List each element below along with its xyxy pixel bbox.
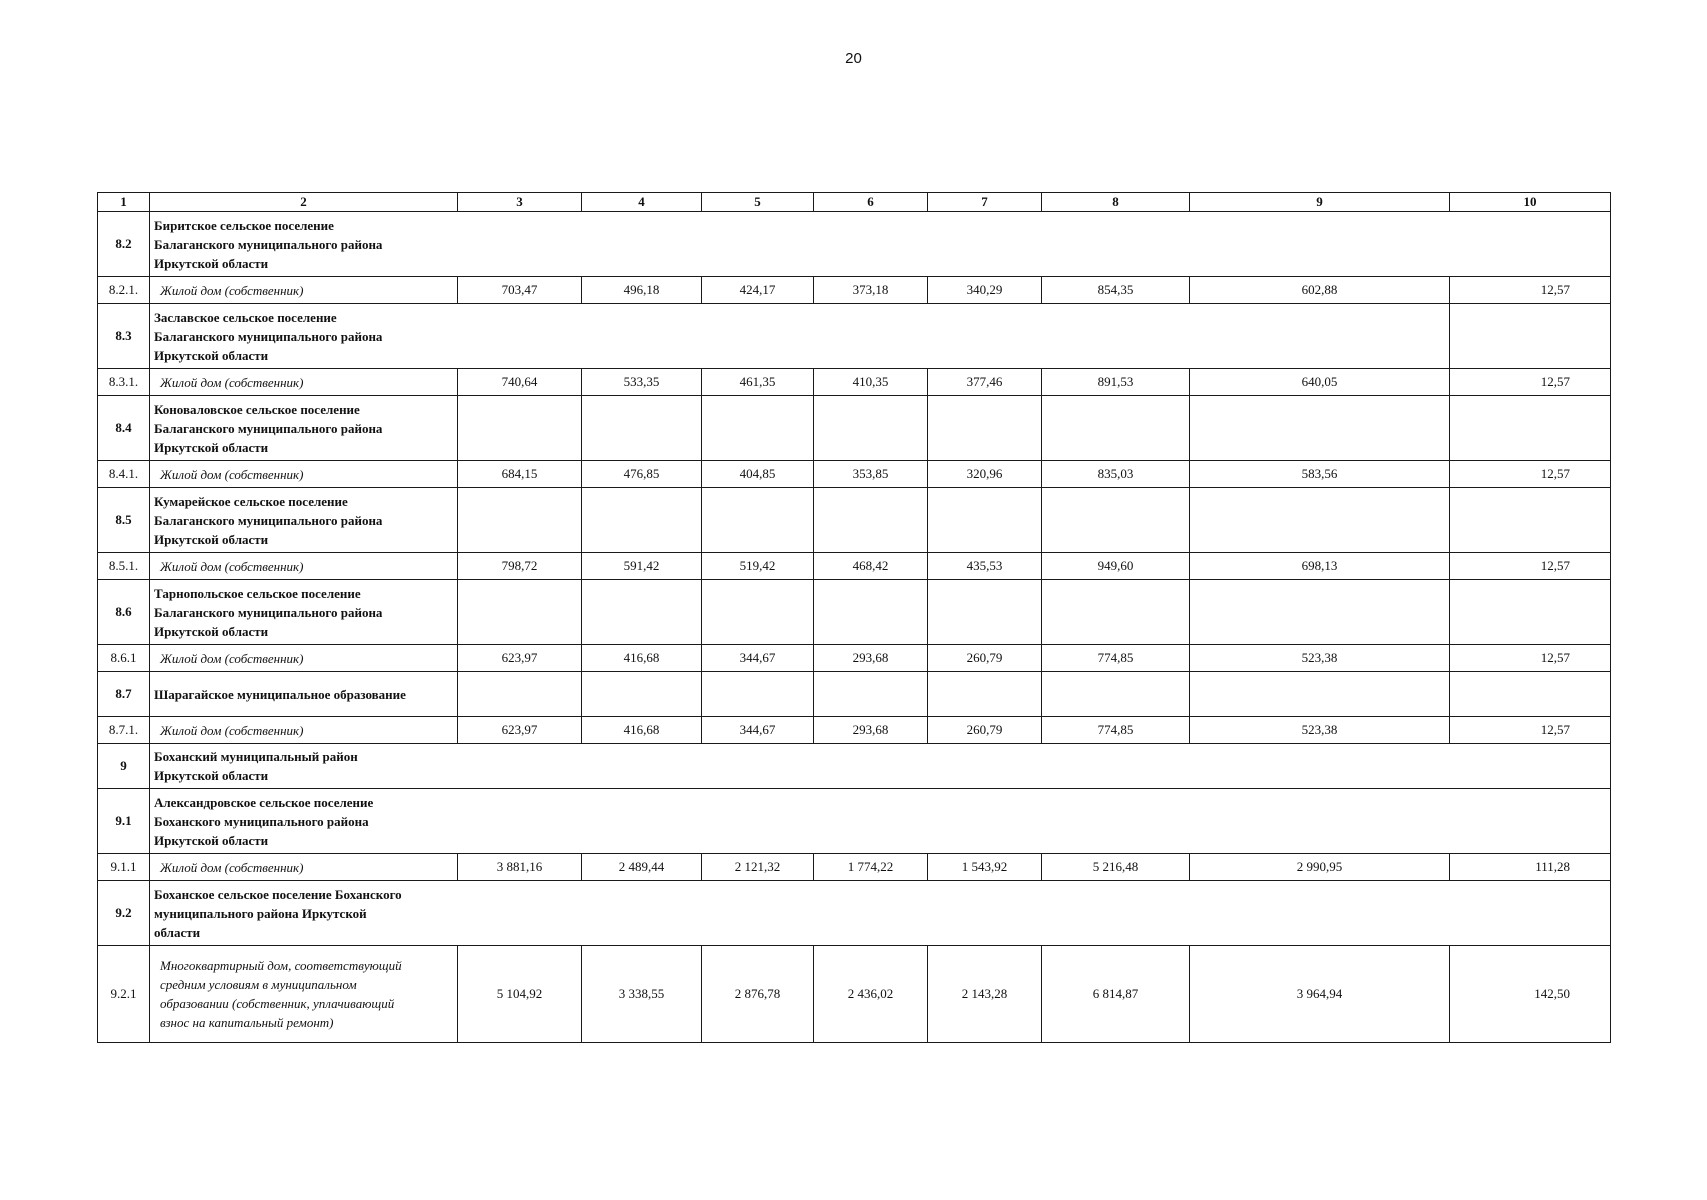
- section-number: 8.6: [98, 580, 150, 645]
- value-cell: 12,57: [1450, 717, 1611, 744]
- value-cell: 416,68: [582, 717, 702, 744]
- item-row: [98, 717, 1611, 744]
- item-name: Жилой дом (собственник): [150, 461, 458, 488]
- empty-cell: [928, 488, 1042, 553]
- empty-cell: [1450, 304, 1611, 369]
- section-name: Боханский муниципальный район Иркутской области: [150, 744, 1611, 789]
- value-cell: 12,57: [1450, 369, 1611, 396]
- value-cell: 2 143,28: [928, 946, 1042, 1043]
- value-cell: 519,42: [702, 553, 814, 580]
- item-row: [98, 277, 1611, 304]
- empty-cell: [1042, 672, 1190, 717]
- header-cell: 4: [582, 193, 702, 212]
- header-row: [98, 193, 1611, 212]
- item-name: Жилой дом (собственник): [150, 553, 458, 580]
- section-number: 9.2: [98, 881, 150, 946]
- empty-cell: [814, 396, 928, 461]
- item-name: Жилой дом (собственник): [150, 645, 458, 672]
- value-cell: 353,85: [814, 461, 928, 488]
- value-cell: 3 964,94: [1190, 946, 1450, 1043]
- section-number: 8.2: [98, 212, 150, 277]
- value-cell: 6 814,87: [1042, 946, 1190, 1043]
- header-cell: 3: [458, 193, 582, 212]
- section-name: Кумарейское сельское поселение Балаганского муниципального района Иркутской области: [150, 488, 458, 553]
- value-cell: 2 990,95: [1190, 854, 1450, 881]
- empty-cell: [702, 672, 814, 717]
- section-row: [98, 789, 1611, 854]
- header-cell: 9: [1190, 193, 1450, 212]
- value-cell: 583,56: [1190, 461, 1450, 488]
- empty-cell: [814, 580, 928, 645]
- empty-cell: [458, 580, 582, 645]
- value-cell: 373,18: [814, 277, 928, 304]
- section-number: 8.4: [98, 396, 150, 461]
- section-name: Коноваловское сельское поселение Балаганского муниципального района Иркутской области: [150, 396, 458, 461]
- item-name: Многоквартирный дом, соответствующий средним условиям в муниципальном образовании (собственник, уплачивающий взнос на капитальный ремонт): [150, 946, 458, 1043]
- value-cell: 5 104,92: [458, 946, 582, 1043]
- value-cell: 640,05: [1190, 369, 1450, 396]
- value-cell: 12,57: [1450, 553, 1611, 580]
- value-cell: 461,35: [702, 369, 814, 396]
- section-row: [98, 744, 1611, 789]
- value-cell: 1 774,22: [814, 854, 928, 881]
- header-cell: 8: [1042, 193, 1190, 212]
- section-name: Биритское сельское поселение Балаганского муниципального района Иркутской области: [150, 212, 1611, 277]
- empty-cell: [702, 488, 814, 553]
- section-number: 8.7: [98, 672, 150, 717]
- empty-cell: [1450, 488, 1611, 553]
- value-cell: 2 436,02: [814, 946, 928, 1043]
- value-cell: 320,96: [928, 461, 1042, 488]
- value-cell: 949,60: [1042, 553, 1190, 580]
- value-cell: 533,35: [582, 369, 702, 396]
- empty-cell: [1042, 488, 1190, 553]
- section-number: 9.1: [98, 789, 150, 854]
- value-cell: 2 121,32: [702, 854, 814, 881]
- section-number: 8.3: [98, 304, 150, 369]
- empty-cell: [1042, 580, 1190, 645]
- value-cell: 523,38: [1190, 645, 1450, 672]
- value-cell: 111,28: [1450, 854, 1611, 881]
- value-cell: 476,85: [582, 461, 702, 488]
- section-number: 9: [98, 744, 150, 789]
- section-row: [98, 212, 1611, 277]
- value-cell: 684,15: [458, 461, 582, 488]
- value-cell: 12,57: [1450, 461, 1611, 488]
- value-cell: 623,97: [458, 645, 582, 672]
- section-name: Боханское сельское поселение Боханского муниципального района Иркутской области: [150, 881, 1611, 946]
- empty-cell: [458, 396, 582, 461]
- value-cell: 2 489,44: [582, 854, 702, 881]
- value-cell: 3 881,16: [458, 854, 582, 881]
- section-name: Александровское сельское поселение Боханского муниципального района Иркутской области: [150, 789, 1611, 854]
- empty-cell: [582, 488, 702, 553]
- value-cell: 404,85: [702, 461, 814, 488]
- value-cell: 260,79: [928, 645, 1042, 672]
- empty-cell: [928, 672, 1042, 717]
- empty-cell: [1190, 396, 1450, 461]
- value-cell: 424,17: [702, 277, 814, 304]
- empty-cell: [1450, 396, 1611, 461]
- value-cell: 698,13: [1190, 553, 1450, 580]
- value-cell: 774,85: [1042, 717, 1190, 744]
- value-cell: 496,18: [582, 277, 702, 304]
- value-cell: 798,72: [458, 553, 582, 580]
- value-cell: 623,97: [458, 717, 582, 744]
- value-cell: 854,35: [1042, 277, 1190, 304]
- item-number: 8.4.1.: [98, 461, 150, 488]
- item-number: 8.5.1.: [98, 553, 150, 580]
- empty-cell: [1190, 672, 1450, 717]
- value-cell: 12,57: [1450, 277, 1611, 304]
- empty-cell: [928, 396, 1042, 461]
- value-cell: 416,68: [582, 645, 702, 672]
- empty-cell: [582, 580, 702, 645]
- empty-cell: [1450, 672, 1611, 717]
- section-row: [98, 881, 1611, 946]
- value-cell: 435,53: [928, 553, 1042, 580]
- section-row: [98, 488, 1611, 553]
- item-row: [98, 645, 1611, 672]
- section-name: Шарагайское муниципальное образование: [150, 672, 458, 717]
- item-row: [98, 854, 1611, 881]
- value-cell: 344,67: [702, 645, 814, 672]
- header-cell: 6: [814, 193, 928, 212]
- header-cell: 2: [150, 193, 458, 212]
- item-row: [98, 553, 1611, 580]
- value-cell: 293,68: [814, 717, 928, 744]
- item-name: Жилой дом (собственник): [150, 854, 458, 881]
- header-cell: 10: [1450, 193, 1611, 212]
- value-cell: 740,64: [458, 369, 582, 396]
- empty-cell: [1042, 396, 1190, 461]
- section-row: [98, 672, 1611, 717]
- item-number: 9.2.1: [98, 946, 150, 1043]
- empty-cell: [1190, 488, 1450, 553]
- empty-cell: [1450, 580, 1611, 645]
- section-name: Заславское сельское поселение Балаганского муниципального района Иркутской области: [150, 304, 1450, 369]
- header-cell: 1: [98, 193, 150, 212]
- value-cell: 774,85: [1042, 645, 1190, 672]
- value-cell: 260,79: [928, 717, 1042, 744]
- item-row: [98, 461, 1611, 488]
- value-cell: 142,50: [1450, 946, 1611, 1043]
- value-cell: 1 543,92: [928, 854, 1042, 881]
- value-cell: 468,42: [814, 553, 928, 580]
- section-row: [98, 304, 1611, 369]
- empty-cell: [702, 396, 814, 461]
- empty-cell: [702, 580, 814, 645]
- value-cell: 591,42: [582, 553, 702, 580]
- value-cell: 293,68: [814, 645, 928, 672]
- value-cell: 703,47: [458, 277, 582, 304]
- value-cell: 410,35: [814, 369, 928, 396]
- item-number: 8.7.1.: [98, 717, 150, 744]
- item-row: [98, 946, 1611, 1043]
- item-name: Жилой дом (собственник): [150, 277, 458, 304]
- empty-cell: [1190, 580, 1450, 645]
- item-row: [98, 369, 1611, 396]
- value-cell: 340,29: [928, 277, 1042, 304]
- item-number: 9.1.1: [98, 854, 150, 881]
- value-cell: 523,38: [1190, 717, 1450, 744]
- empty-cell: [582, 672, 702, 717]
- value-cell: 891,53: [1042, 369, 1190, 396]
- value-cell: 835,03: [1042, 461, 1190, 488]
- section-number: 8.5: [98, 488, 150, 553]
- empty-cell: [582, 396, 702, 461]
- value-cell: 5 216,48: [1042, 854, 1190, 881]
- value-cell: 12,57: [1450, 645, 1611, 672]
- section-row: [98, 396, 1611, 461]
- empty-cell: [458, 672, 582, 717]
- item-number: 8.2.1.: [98, 277, 150, 304]
- empty-cell: [928, 580, 1042, 645]
- value-cell: 377,46: [928, 369, 1042, 396]
- header-cell: 5: [702, 193, 814, 212]
- value-cell: 344,67: [702, 717, 814, 744]
- section-name: Тарнопольское сельское поселение Балаганского муниципального района Иркутской области: [150, 580, 458, 645]
- tariff-table: [97, 192, 1611, 1043]
- page-number: 20: [845, 50, 862, 67]
- item-number: 8.3.1.: [98, 369, 150, 396]
- item-name: Жилой дом (собственник): [150, 717, 458, 744]
- value-cell: 3 338,55: [582, 946, 702, 1043]
- empty-cell: [814, 488, 928, 553]
- item-name: Жилой дом (собственник): [150, 369, 458, 396]
- section-row: [98, 580, 1611, 645]
- empty-cell: [814, 672, 928, 717]
- value-cell: 2 876,78: [702, 946, 814, 1043]
- value-cell: 602,88: [1190, 277, 1450, 304]
- header-cell: 7: [928, 193, 1042, 212]
- empty-cell: [458, 488, 582, 553]
- item-number: 8.6.1: [98, 645, 150, 672]
